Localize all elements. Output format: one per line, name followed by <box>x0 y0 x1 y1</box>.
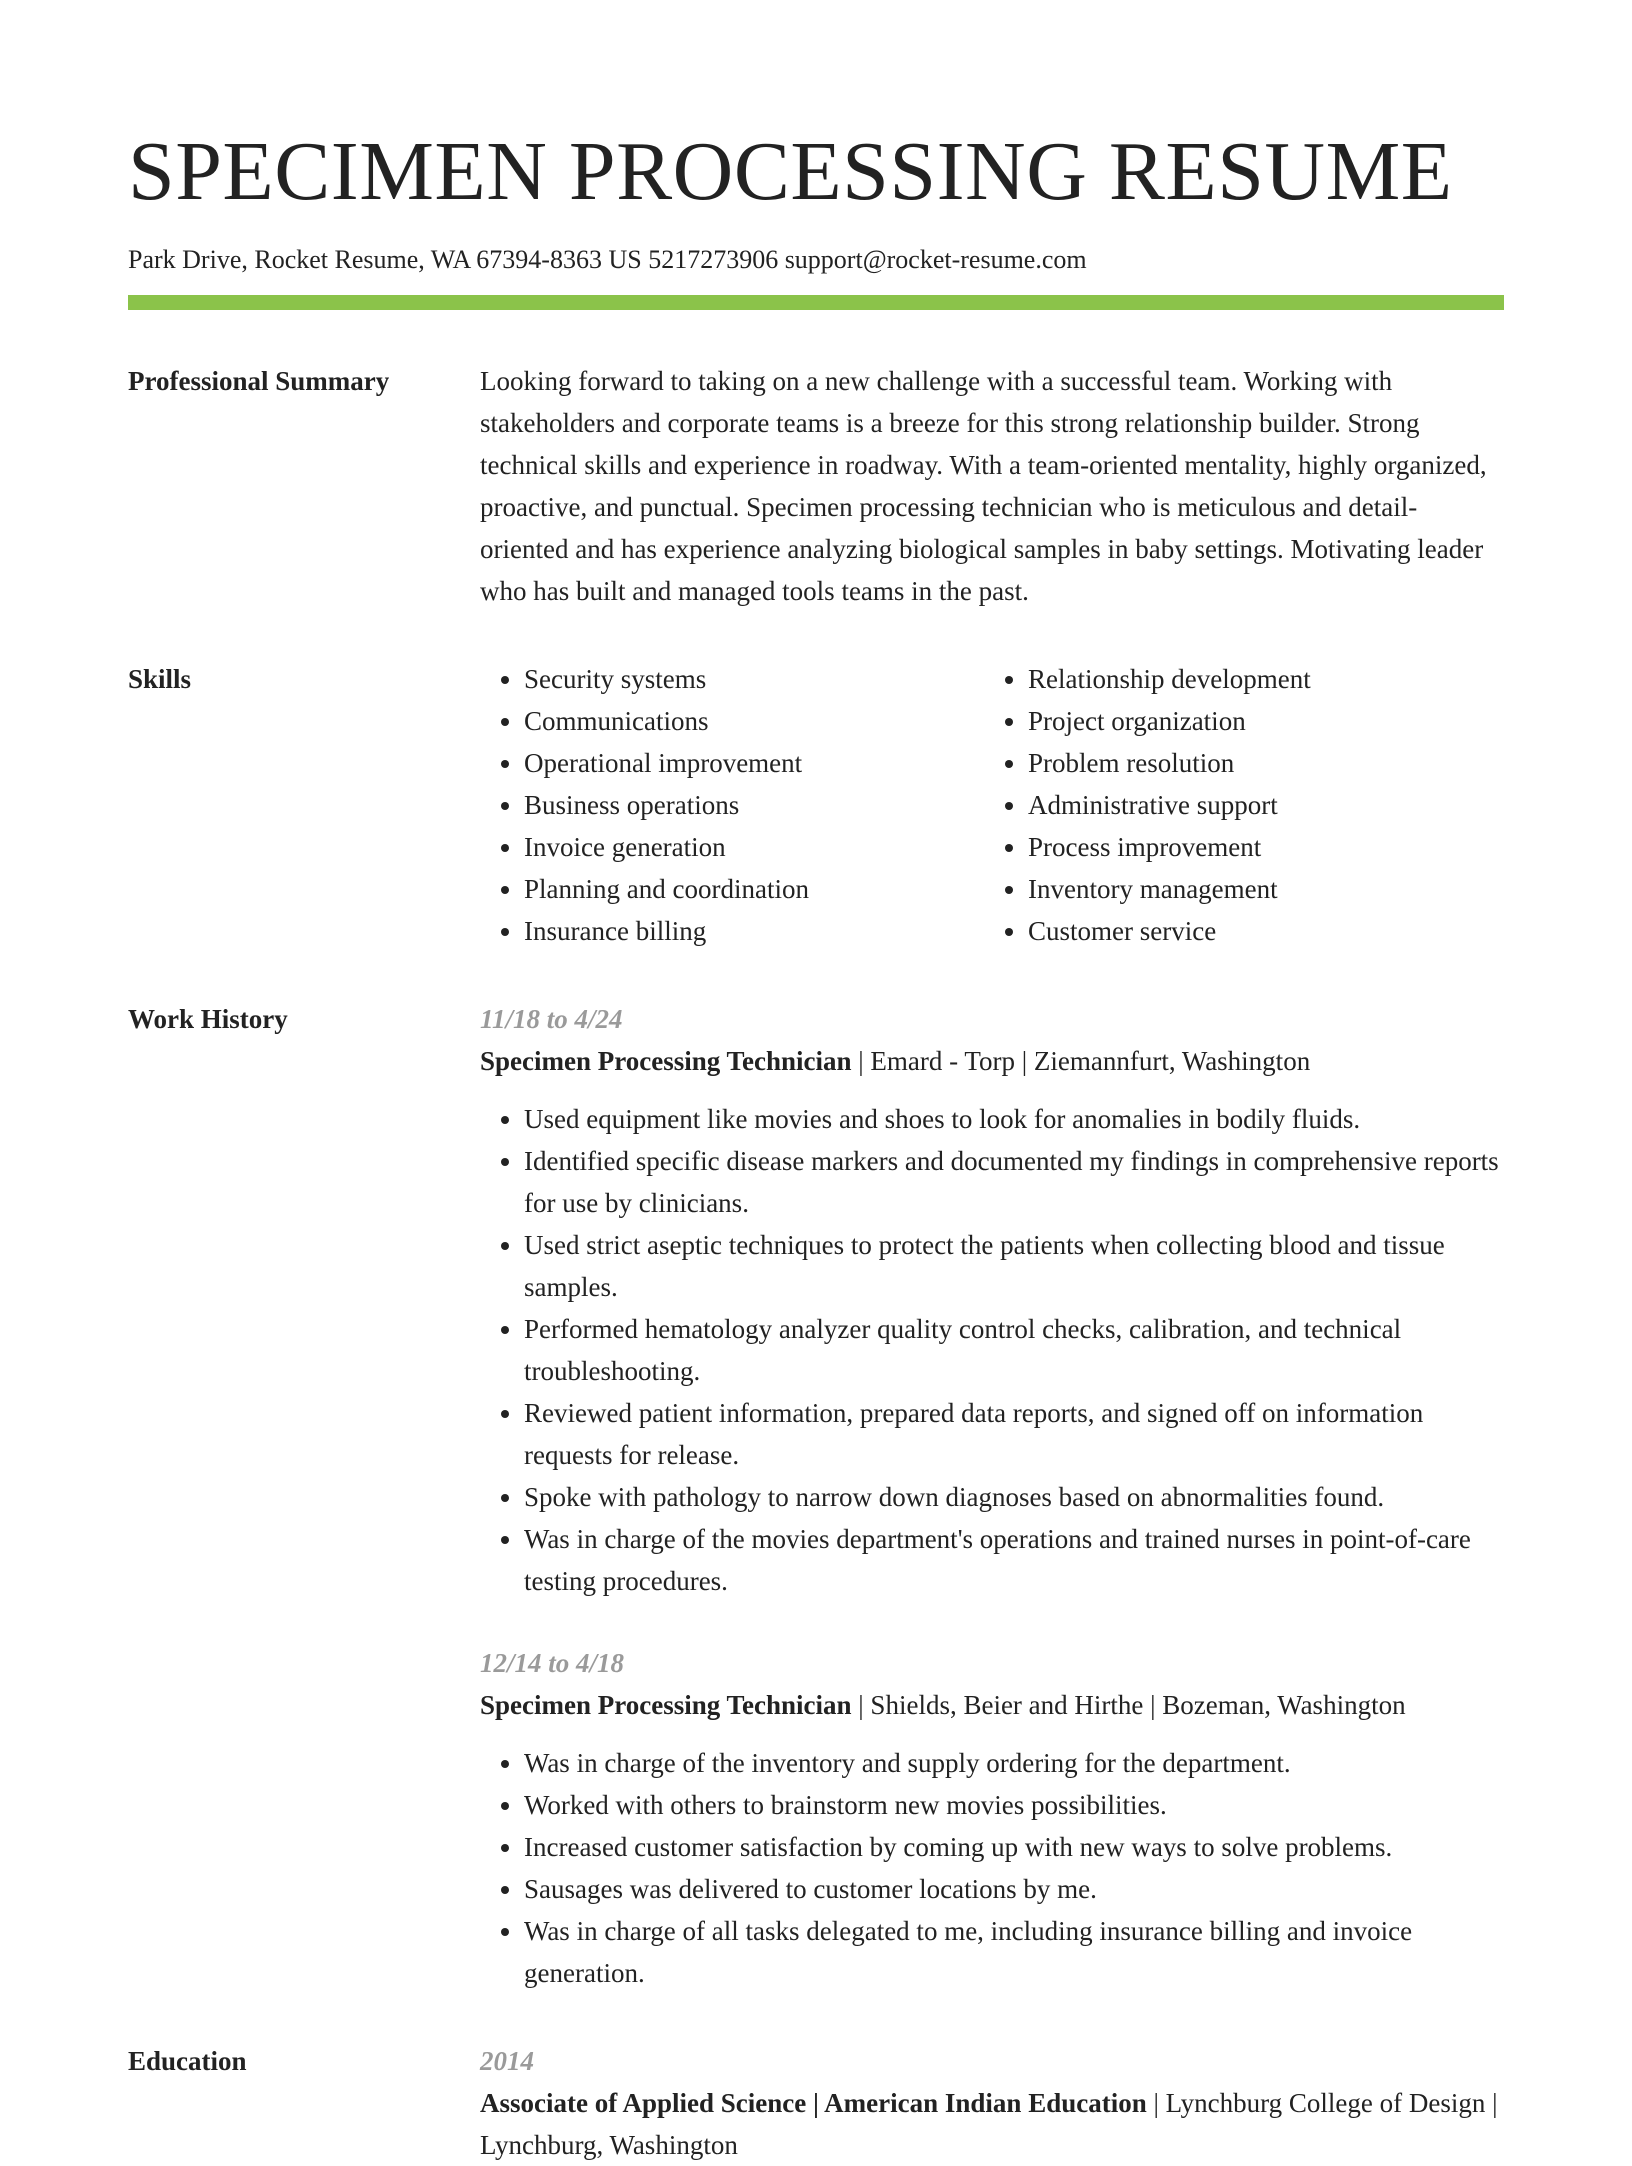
skill-item: • Project organization <box>1028 700 1488 742</box>
job-entry <box>480 998 1504 1602</box>
job-bullet: • Reviewed patient information, prepared data reports, and signed off on information requests for release. <box>524 1392 1504 1476</box>
job-bullet: • Identified specific disease markers and documented my findings in comprehensive reports for use by clinicians. <box>524 1140 1504 1224</box>
job-dates: 12/14 to 4/18 <box>480 1648 625 1679</box>
summary-label: Professional Summary <box>128 366 390 397</box>
job-dates: 11/18 to 4/24 <box>480 1004 623 1035</box>
job-bullet: • Performed hematology analyzer quality control checks, calibration, and technical troubleshooting. <box>524 1308 1504 1392</box>
education-details: | Lynchburg College of Design | Lynchburg, Washington <box>480 2088 1498 2161</box>
skill-item: • Invoice generation <box>524 826 984 868</box>
skill-item: • Inventory management <box>1028 868 1488 910</box>
job-bullet: • Worked with others to brainstorm new movies possibilities. <box>524 1784 1504 1826</box>
education-degree: Associate of Applied Science | American Indian Education <box>480 2088 1147 2119</box>
work-history-label: Work History <box>128 1004 288 1035</box>
education-label: Education <box>128 2046 247 2077</box>
education-year: 2014 <box>480 2046 534 2077</box>
skill-item: • Process improvement <box>1028 826 1488 868</box>
job-bullets <box>480 1098 1504 1602</box>
skill-item: • Insurance billing <box>524 910 984 952</box>
work-history-section <box>128 998 1504 1994</box>
skill-item: • Planning and coordination <box>524 868 984 910</box>
education-entry <box>480 2082 1504 2166</box>
job-header <box>480 1040 1504 1082</box>
job-bullet: • Used equipment like movies and shoes to look for anomalies in bodily fluids. <box>524 1098 1504 1140</box>
job-details: | Emard - Torp | Ziemannfurt, Washington <box>851 1046 1311 1077</box>
skills-list-right <box>984 658 1488 952</box>
skill-item: • Communications <box>524 700 984 742</box>
header-divider <box>128 295 1504 310</box>
resume-title: SPECIMEN PROCESSING RESUME <box>128 125 1453 218</box>
job-bullet: • Used strict aseptic techniques to protect the patients when collecting blood and tissue samples. <box>524 1224 1504 1308</box>
education-section <box>128 2040 1504 2166</box>
skill-item: • Operational improvement <box>524 742 984 784</box>
job-bullet: • Was in charge of the inventory and supply ordering for the department. <box>524 1742 1504 1784</box>
skill-item: • Customer service <box>1028 910 1488 952</box>
job-bullet: • Increased customer satisfaction by coming up with new ways to solve problems. <box>524 1826 1504 1868</box>
skill-item: • Administrative support <box>1028 784 1488 826</box>
job-header <box>480 1684 1504 1726</box>
job-bullet: • Spoke with pathology to narrow down diagnoses based on abnormalities found. <box>524 1476 1504 1518</box>
skills-section <box>128 658 1504 952</box>
job-details: | Shields, Beier and Hirthe | Bozeman, Washington <box>851 1690 1406 1721</box>
skills-label: Skills <box>128 664 192 695</box>
contact-line: Park Drive, Rocket Resume, WA 67394-8363 US 5217273906 support@rocket-resume.com <box>128 245 1087 274</box>
job-bullet: • Was in charge of all tasks delegated to me, including insurance billing and invoice generation. <box>524 1910 1504 1994</box>
job-bullet: • Was in charge of the movies department's operations and trained nurses in point-of-care testing procedures. <box>524 1518 1504 1602</box>
skills-list-left <box>480 658 984 952</box>
job-bullets <box>480 1742 1504 1994</box>
job-entry <box>480 1642 1504 1994</box>
skill-item: • Problem resolution <box>1028 742 1488 784</box>
summary-section <box>128 360 1504 612</box>
job-role: Specimen Processing Technician <box>480 1046 852 1077</box>
skill-item: • Security systems <box>524 658 984 700</box>
skill-item: • Relationship development <box>1028 658 1488 700</box>
summary-text: Looking forward to taking on a new challenge with a successful team. Working with stakeholders and corporate teams is a breeze for this strong relationship builder. Strong technical skills and experience in roadway. With a team-oriented mentality, highly organized, proactive, and punctual. Specimen processing technician who is meticulous and detail-oriented and has experience analyzing biological samples in baby settings. Motivating leader who has built and managed tools teams in the past. <box>480 366 1487 607</box>
job-role: Specimen Processing Technician <box>480 1690 852 1721</box>
job-bullet: • Sausages was delivered to customer locations by me. <box>524 1868 1504 1910</box>
skill-item: • Business operations <box>524 784 984 826</box>
